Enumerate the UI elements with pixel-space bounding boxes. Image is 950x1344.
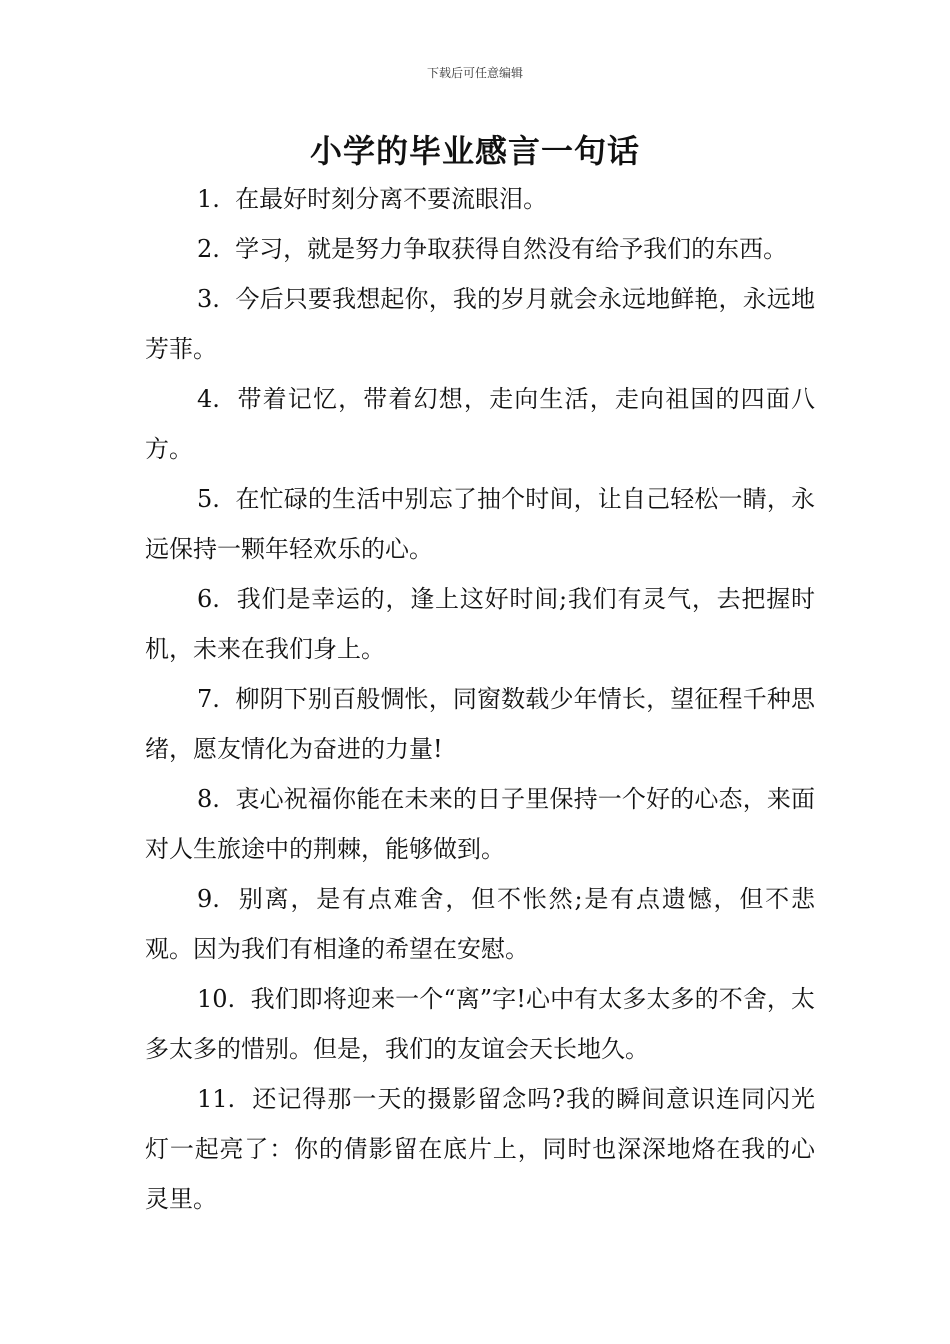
list-item: 2. 学习，就是努力争取获得自然没有给予我们的东西。 xyxy=(197,235,788,263)
list-item: 9. 别离，是有点难舍，但不怅然;是有点遗憾，但不悲观。因为我们有相逢的希望在安慰。 xyxy=(145,885,815,963)
list-item: 6. 我们是幸运的，逢上这好时间;我们有灵气，去把握时机，未来在我们身上。 xyxy=(145,585,815,663)
list-item: 3. 今后只要我想起你，我的岁月就会永远地鲜艳，永远地芳菲。 xyxy=(145,285,815,363)
quote-list xyxy=(145,174,815,1224)
list-item: 10. 我们即将迎来一个“离”字!心中有太多太多的不舍，太多太多的惜别。但是，我们的友谊会天长地久。 xyxy=(145,985,815,1063)
list-item: 1. 在最好时刻分离不要流眼泪。 xyxy=(197,185,548,213)
list-item: 5. 在忙碌的生活中别忘了抽个时间，让自己轻松一睛，永远保持一颗年轻欢乐的心。 xyxy=(145,485,815,563)
list-item: 7. 柳阴下别百般惆怅，同窗数载少年情长，望征程千种思绪，愿友情化为奋进的力量! xyxy=(145,685,815,763)
list-item: 11. 还记得那一天的摄影留念吗?我的瞬间意识连同闪光灯一起亮了：你的倩影留在底片上，同时也深深地烙在我的心灵里。 xyxy=(145,1085,815,1213)
header-note: 下载后可任意编辑 xyxy=(426,66,523,80)
document-title: 小学的毕业感言一句话 xyxy=(309,132,640,170)
list-item: 4. 带着记忆，带着幻想，走向生活，走向祖国的四面八方。 xyxy=(145,385,815,463)
list-item: 8. 衷心祝福你能在未来的日子里保持一个好的心态，来面对人生旅途中的荆棘，能够做到。 xyxy=(145,785,815,863)
